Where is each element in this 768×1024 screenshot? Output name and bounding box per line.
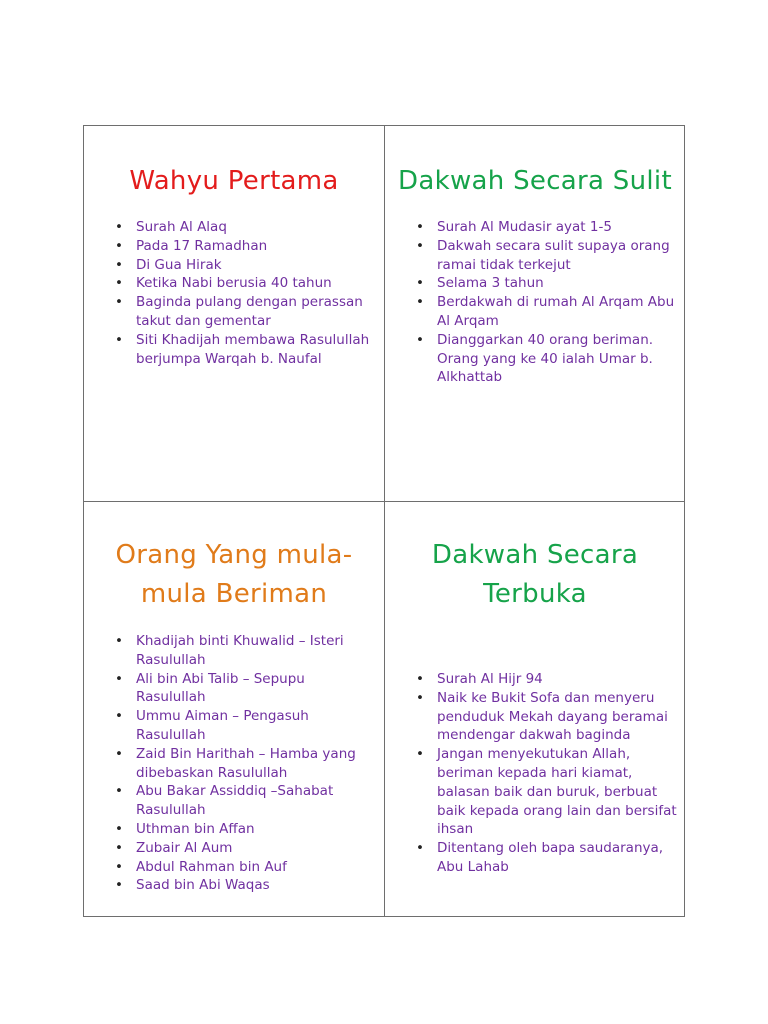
dakwah-sulit-title: Dakwah Secara Sulit [398, 166, 672, 196]
list-item: • Selama 3 tahun [385, 274, 685, 293]
title-line-2: Terbuka [483, 579, 587, 609]
list-item: • Uthman bin Affan [84, 820, 384, 839]
cell-dakwah-secara-terbuka [385, 502, 685, 917]
list-item: • Pada 17 Ramadhan [84, 237, 384, 256]
list-item: • Abu Bakar Assiddiq –Sahabat Rasulullah [84, 782, 384, 820]
summary-table [83, 125, 685, 917]
orang-beriman-list [84, 632, 384, 895]
list-item: • Zubair Al Aum [84, 839, 384, 858]
list-item: • Dianggarkan 40 orang beriman. Orang yang ke 40 ialah Umar b. Alkhattab [385, 331, 685, 387]
list-item: • Surah Al Hijr 94 [385, 670, 685, 689]
cell-wahyu-pertama [84, 126, 384, 501]
dakwah-terbuka-list [385, 670, 685, 877]
list-item: • Abdul Rahman bin Auf [84, 858, 384, 877]
list-item: • Ali bin Abi Talib – Sepupu Rasulullah [84, 670, 384, 708]
list-item: • Baginda pulang dengan perassan takut dan gementar [84, 293, 384, 331]
title-line-2: mula Beriman [140, 579, 328, 609]
title-line-1: Dakwah Secara [431, 540, 639, 570]
title-line-1: Orang Yang mula- [115, 540, 353, 570]
list-item: • Berdakwah di rumah Al Arqam Abu Al Arqam [385, 293, 685, 331]
list-item: • Khadijah binti Khuwalid – Isteri Rasulullah [84, 632, 384, 670]
list-item: • Di Gua Hirak [84, 256, 384, 275]
cell-dakwah-secara-sulit [385, 126, 685, 501]
wahyu-pertama-list [84, 218, 384, 368]
list-item: • Naik ke Bukit Sofa dan menyeru penduduk Mekah dayang beramai mendengar dakwah baginda [385, 689, 685, 745]
wahyu-pertama-title: Wahyu Pertama [129, 166, 339, 196]
list-item: • Saad bin Abi Waqas [84, 876, 384, 895]
orang-beriman-title [84, 502, 384, 614]
dakwah-terbuka-title [385, 502, 685, 614]
list-item: • Surah Al Mudasir ayat 1-5 [385, 218, 685, 237]
list-item: • Ummu Aiman – Pengasuh Rasulullah [84, 707, 384, 745]
list-item: • Ketika Nabi berusia 40 tahun [84, 274, 384, 293]
list-item: • Ditentang oleh bapa saudaranya, Abu Lahab [385, 839, 685, 877]
list-item: • Jangan menyekutukan Allah, beriman kepada hari kiamat, balasan baik dan buruk, berbuat baik kepada orang lain dan bersifat ihsan [385, 745, 685, 839]
list-item: • Siti Khadijah membawa Rasulullah berjumpa Warqah b. Naufal [84, 331, 384, 369]
list-item: • Surah Al Alaq [84, 218, 384, 237]
list-item: • Zaid Bin Harithah – Hamba yang dibebaskan Rasulullah [84, 745, 384, 783]
dakwah-sulit-list [385, 218, 685, 387]
cell-orang-beriman [84, 502, 384, 917]
list-item: • Dakwah secara sulit supaya orang ramai tidak terkejut [385, 237, 685, 275]
